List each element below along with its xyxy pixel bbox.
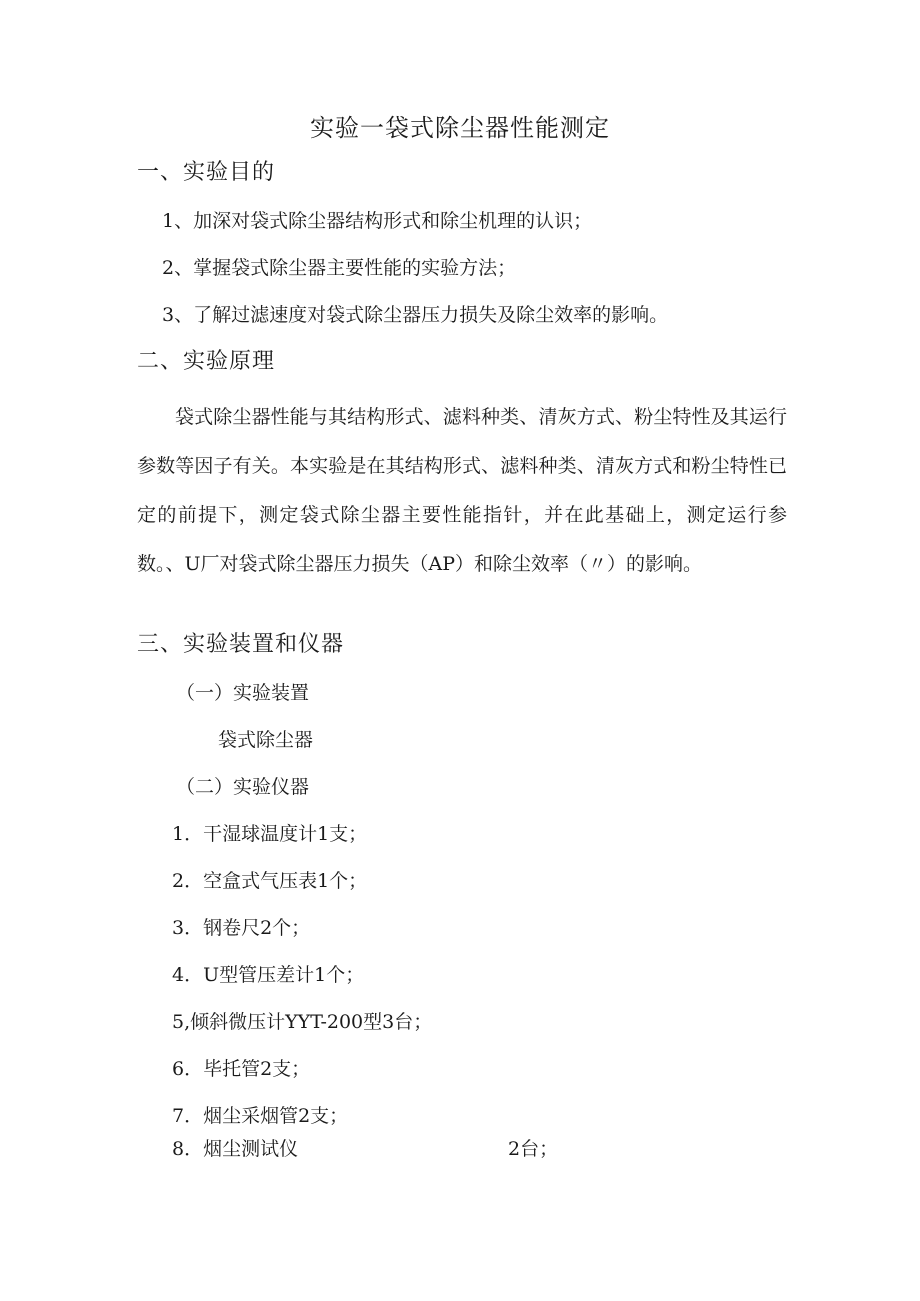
purpose-item: 3、了解过滤速度对袋式除尘器压力损失及除尘效率的影响。 [162, 304, 669, 326]
device-item: 袋式除尘器 [218, 729, 314, 751]
document-title: 实验一袋式除尘器性能测定 [310, 114, 610, 142]
subheading-device: （一）实验装置 [176, 682, 310, 704]
principle-paragraph: 袋式除尘器性能与其结构形式、滤料种类、清灰方式、粉尘特性及其运行参数等因子有关。本实验是在其结构形式、滤料种类、清灰方式和粉尘特性已定的前提下，测定袋式除尘器主要性能指针，并在此基础上，测定运行参数。、U厂对袋式除尘器压力损失（AP）和除尘效率（〃）的影响。 [137, 406, 787, 575]
section-heading-principle: 二、实验原理 [137, 349, 276, 374]
section-heading-apparatus: 三、实验装置和仪器 [137, 632, 345, 657]
instrument-item: 6．毕托管2支； [172, 1058, 311, 1080]
section-heading-purpose: 一、实验目的 [137, 160, 276, 185]
instrument-item-quantity: 2台； [508, 1138, 559, 1160]
purpose-item: 2、掌握袋式除尘器主要性能的实验方法； [162, 257, 517, 279]
instrument-item: 2．空盒式气压表1个； [172, 870, 368, 892]
instrument-item-name: 8．烟尘测试仪 [172, 1138, 299, 1160]
purpose-item: 1、加深对袋式除尘器结构形式和除尘机理的认识； [162, 210, 593, 232]
instrument-item: 4．U型管压差计1个； [172, 964, 365, 986]
instrument-item: 1．干湿球温度计1支； [172, 823, 368, 845]
instrument-item: 7．烟尘采烟管2支； [172, 1105, 349, 1127]
subheading-instruments: （二）实验仪器 [176, 776, 310, 798]
instrument-item: 5,倾斜微压计YYT-200型3台； [172, 1011, 433, 1033]
instrument-item: 3．钢卷尺2个； [172, 917, 311, 939]
